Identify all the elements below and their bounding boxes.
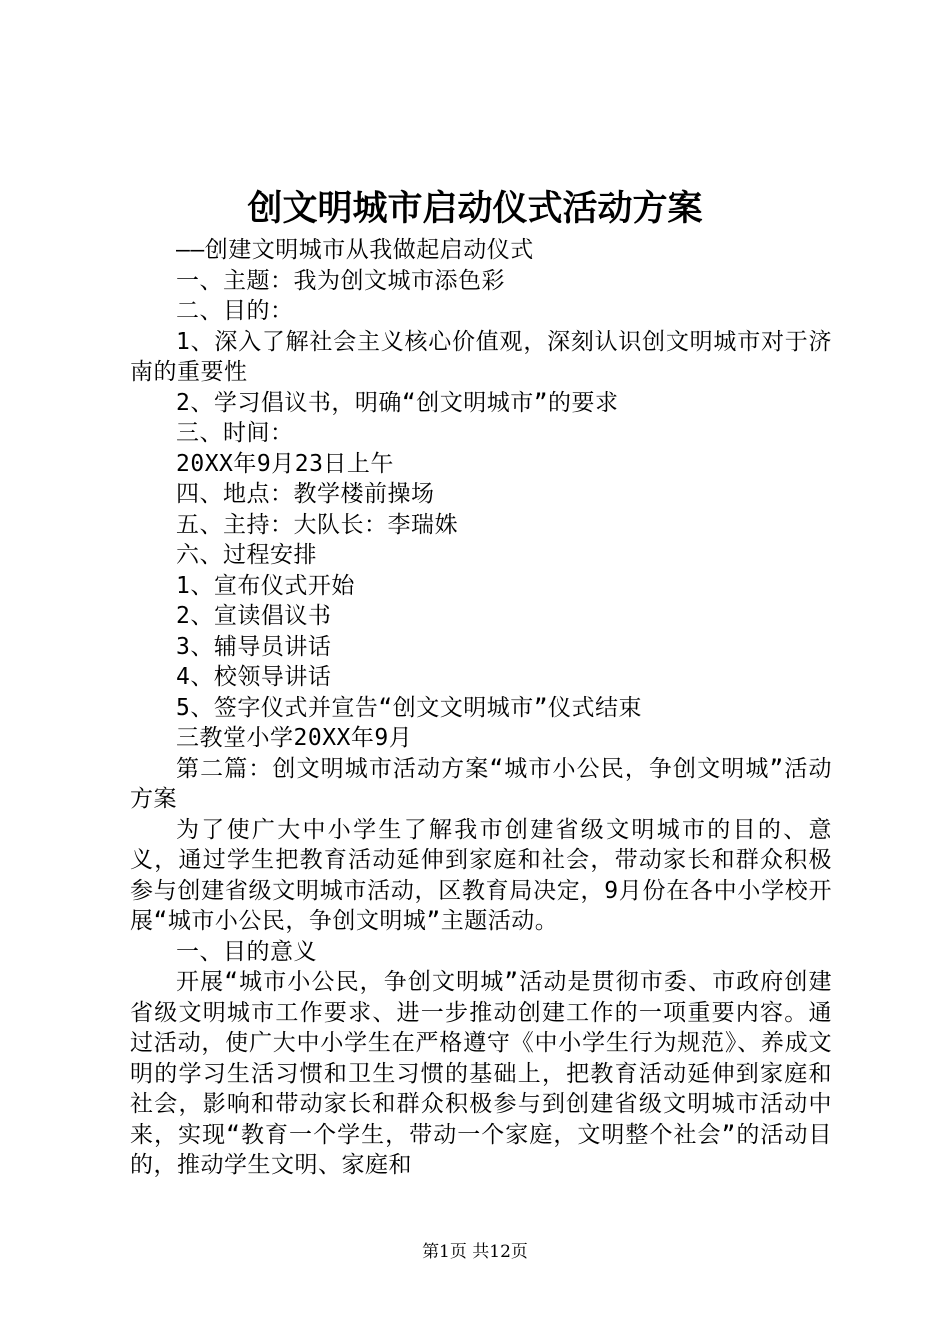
paragraph-process-3: 3、辅导员讲话 <box>176 633 332 660</box>
paragraph-process-4: 4、校领导讲话 <box>176 664 332 690</box>
paragraph-process-heading: 六、过程安排 <box>176 542 317 568</box>
paragraph-time: 20XX年9月23日上午 <box>176 450 394 477</box>
paragraph-process-1: 1、宣布仪式开始 <box>176 572 355 599</box>
paragraph-signature: 三教堂小学20XX年9月 <box>176 725 413 751</box>
paragraph-location: 四、地点：教学楼前操场 <box>176 481 435 507</box>
paragraph-process-5: 5、签字仪式并宣告“创文文明城市”仪式结束 <box>176 694 643 721</box>
paragraph-purpose-1: 1、深入了解社会主义核心价值观，深刻认识创文明城市对于济南的重要性 <box>130 328 832 385</box>
paragraph-process-2: 2、宣读倡议书 <box>176 603 332 629</box>
paragraph-second-part-title: 第二篇：创文明城市活动方案“城市小公民，争创文明城”活动方案 <box>130 755 832 812</box>
paragraph-theme: 一、主题：我为创文城市添色彩 <box>176 267 505 294</box>
paragraph-meaning: 开展“城市小公民，争创文明城”活动是贯彻市委、市政府创建省级文明城市工作要求、进一步推动创建工作的一项重要内容。通过活动，使广大中小学生在严格遵守《中小学生行为规范》、养成文明的学习生活习惯和卫生习惯的基础上，把教育活动延伸到家庭和社会，影响和带动家长和群众积极参与到创建省级文明城市活动中来，实现“教育一个学生，带动一个家庭，文明整个社会”的活动目的，推动学生文明、家庭和 <box>130 969 832 1178</box>
paragraph-purpose-heading: 二、目的： <box>176 298 294 324</box>
paragraph-intro: 为了使广大中小学生了解我市创建省级文明城市的目的、意义，通过学生把教育活动延伸到家庭和社会，带动家长和群众积极参与创建省级文明城市活动，区教育局决定，9月份在各中小学校开展“城市小公民，争创文明城”主题活动。 <box>130 816 832 934</box>
paragraph-meaning-heading: 一、目的意义 <box>176 938 317 965</box>
paragraph-time-heading: 三、时间： <box>176 420 294 446</box>
paragraph-purpose-2: 2、学习倡议书，明确“创文明城市”的要求 <box>176 389 619 416</box>
page-number: 第1页 共12页 <box>422 1242 528 1262</box>
paragraph-host: 五、主持：大队长：李瑞姝 <box>176 511 458 538</box>
document-body <box>130 235 832 1181</box>
document-title: 创文明城市启动仪式活动方案 <box>247 188 703 229</box>
paragraph-subtitle: ——创建文明城市从我做起启动仪式 <box>176 237 534 263</box>
